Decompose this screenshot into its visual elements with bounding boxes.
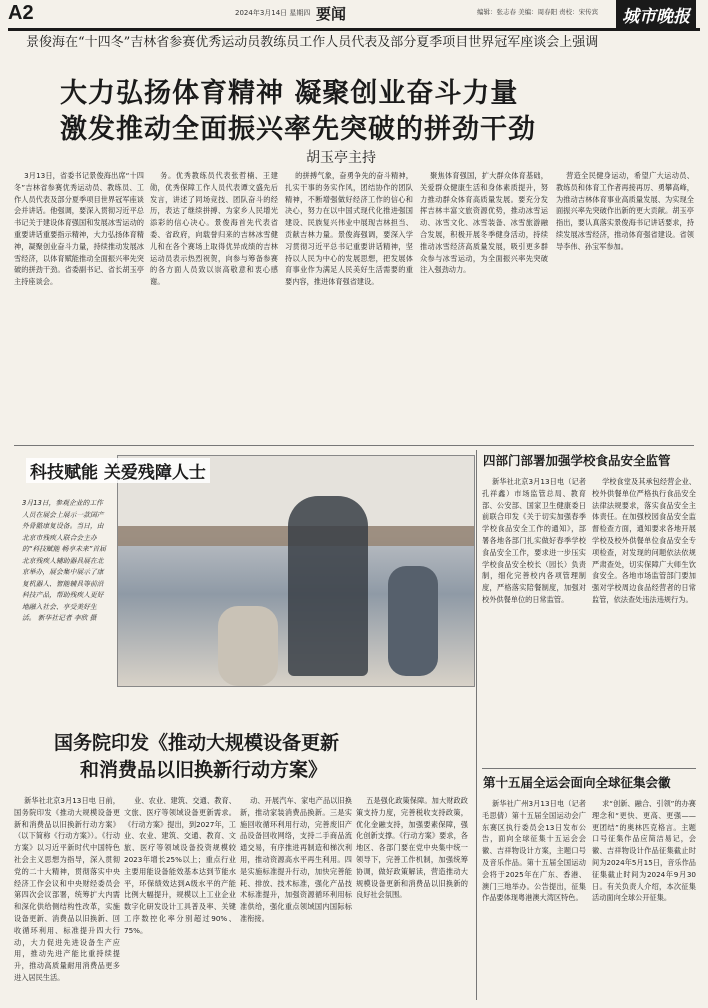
column-divider [476, 450, 477, 1000]
state-council-headline-line-1: 国务院印发《推动大规模设备更新 [54, 732, 340, 754]
lead-column-4: 聚焦体育强国，扩大群众体育基础，关爱群众健康生活和身体素质提升，努力推动群众体育高质量发展。要充分发挥吉林丰富文旅资源优势，推动冰雪运动、冰雪文化、冰雪装备、冰雪旅游融合发展，积极开展冬季健身活动，持续推动冰雪经济高质量发展，吸引更多群众参与冰雪运动，为全面振兴率先突破注入强劲动力。 [420, 171, 548, 275]
food-safety-column-1: 新华社北京3月13日电（记者孔祥鑫）市场监管总局、教育部、公安部、国家卫生健康委日前联合印发《关于切实加强春季学校食品安全工作的通知》，部署各地各部门扎实做好春季学校食品安全工作，要求进一步压实学校食品安全校长（园长）负责制，细化完善校内各项管理制度，严格落实陪餐制度，加强对校外供餐单位的日常监管。 [482, 477, 586, 604]
lead-column-5: 营造全民健身运动，希望广大运动员、教练员和体育工作者再接再厉、勇攀高峰，为推动吉林体育事业高质量发展、为实现全面振兴率先突破作出新的更大贡献。胡玉亭指出，要认真落实景俊海书记讲话要求，持续发展冰雪经济，推动体育强省建设。省领导李伟、孙宝军参加。 [556, 171, 694, 251]
national-games-column-2: 求“创新、融合、引领”的办赛理念和“更快、更高、更强——更团结”的奥林匹克格言。主题口号征集作品应简洁易记，会徽、吉祥物设计作品征集截止时间为2024年5月15日，音乐作品征集截止时间为2024年9月30日。有关负责人介绍，本次征集活动面向全球公开征集。 [592, 799, 696, 903]
lead-byline: 胡玉亭主持 [306, 150, 376, 166]
editor-credits: 编辑：张志春 美编：周春阳 责校：宋传宾 [477, 8, 599, 16]
state-council-headline-line-2: 和消费品以旧换新行动方案》 [80, 759, 328, 781]
masthead-bar [0, 0, 708, 38]
page-number: A2 [8, 2, 34, 24]
newspaper-logo: 城市晚报 [616, 0, 696, 29]
feature-title: 科技赋能 关爱残障人士 [26, 458, 210, 483]
games-divider [482, 768, 696, 769]
lead-subhead: 景俊海在“十四冬”吉林省参赛优秀运动员教练员工作人员代表及部分夏季项目世界冠军座谈会上强调 [26, 35, 599, 50]
food-safety-headline: 四部门部署加强学校食品安全监管 [483, 453, 671, 468]
food-safety-column-2: 学校食堂及其承包经营企业、校外供餐单位严格执行食品安全法律法规要求，落实食品安全主体责任。在加强校园食品安全监督检查方面，通知要求各地开展学校及校外供餐单位食品安全专项检查，对发现的问题依法依规严肃查处，切实保障广大师生饮食安全。各地市场监管部门要加强对学校周边食品经营者的日常监管，依法查处违法违规行为。 [592, 477, 696, 604]
national-games-column-1: 新华社广州3月13日电（记者毛思倩）第十五届全国运动会广东赛区执行委员会13日发布公告，面向全球征集十五运会会徽、吉祥物设计方案，主题口号及音乐作品。第十五届全国运动会将于2025年在广东、香港、澳门三地举办。公告提出，征集作品要体现粤港澳大湾区特色。 [482, 799, 586, 903]
lead-column-1: 3月13日，省委书记景俊海出席“十四冬”吉林省参赛优秀运动员、教练员、工作人员代表及部分夏季项目世界冠军座谈会并讲话。他强调，要深入贯彻习近平总书记关于建设体育强国和发展冰雪运动的重要讲话重要指示精神，大力弘扬体育精神，凝聚创业奋斗力量，持续推动发展冰雪经济，以体育赋能推动全面振兴率先突破的拼劲干劲。省委副书记、省长胡玉亭主持座谈会。 [14, 171, 144, 287]
lead-headline-line-2: 激发推动全面振兴率先突破的拼劲干劲 [60, 114, 536, 145]
header-rule [8, 28, 700, 31]
lead-column-2: 务。优秀教练员代表张哲楠、王建勋，优秀保障工作人员代表谭文盛先后发言，讲述了同场竞技、团队奋斗的经历，表达了继续拼搏、为家乡人民增光添彩的信心决心。景俊海首先代表省委、省政府，向载誉归来的吉林冰雪健儿和在各个赛场上取得优异成绩的吉林运动员表示热烈祝贺，向参与筹备参赛的各方面人员致以崇高敬意和衷心感谢。 [150, 171, 278, 287]
state-council-column-4: 五是强化政策保障。加大财政政策支持力度，完善税收支持政策，优化金融支持，加强要素保障，强化创新支撑。《行动方案》要求，各地区、各部门要在党中央集中统一领导下，完善工作机制，加强统筹协调，做好政策解读，营造推动大规模设备更新和消费品以旧换新的良好社会氛围。 [356, 796, 468, 900]
state-council-column-2: 业、农业、建筑、交通、教育、文旅、医疗等领域设备更新需求。《行动方案》提出，到2027年，工业、农业、建筑、交通、教育、文旅、医疗等领域设备投资规模较2023年增长25%以上；重点行业主要用能设备能效基本达到节能水平，环保绩效达到A级水平的产能比例大幅提升，规模以上工业企业数字化研发设计工具普及率、关键工序数控化率分别超过90%、75%。 [124, 796, 236, 935]
section-name: 要闻 [316, 5, 347, 23]
lead-column-3: 的拼搏气象，奋勇争先的奋斗精神，扎实干事的务实作风，团结协作的团队精神，不断增强做好经济工作的信心和决心，努力在以中国式现代化推进强国建设、民族复兴伟业中展现吉林担当、贡献吉林力量。景俊海强调，要深入学习贯彻习近平总书记重要讲话精神，坚持以人民为中心的发展思想，把发展体育事业作为满足人民美好生活需要的重要内容，推进体育强省建设。 [285, 171, 413, 287]
issue-date: 2024年3月14日 星期四 [235, 9, 311, 17]
lead-headline-line-1: 大力弘扬体育精神 凝聚创业奋斗力量 [60, 78, 519, 109]
feature-caption: 3月13日，参观企业的工作人员在展会上展示一款国产外骨骼康复设备。当日，由北京市残疾人联合会主办的“科技赋能 畅享未来”首届北京残疾人辅助器具展在北京举办，展会集中展示了康复机器人、智能辅具等前沿科技产品，帮助残疾人更好地融入社会、享受美好生活。 新华社记者 李欣 摄 [22, 499, 106, 622]
state-council-column-1: 新华社北京3月13日电 日前，国务院印发《推动大规模设备更新和消费品以旧换新行动方案》（以下简称《行动方案》）。《行动方案》以习近平新时代中国特色社会主义思想为指导，深入贯彻党的二十大精神，贯彻落实中央经济工作会议和中央财经委员会第四次会议部署，统筹扩大内需和深化供给侧结构性改革，实施设备更新、消费品以旧换新、回收循环利用、标准提升四大行动，大力促进先进设备生产应用，推动先进产能比重持续提升，推动高质量耐用消费品更多进入居民生活。 [14, 796, 120, 982]
state-council-column-3: 动、开展汽车、家电产品以旧换新，推动家装消费品换新。三是实施回收循环利用行动，完善废旧产品设备回收网络，支持二手商品流通交易，有序推进再制造和梯次利用，推动资源高水平再生利用。四是实施标准提升行动，加快完善能耗、排放、技术标准，强化产品技术标准提升，加强资源循环利用标准供给，强化重点领域国内国际标准衔接。 [240, 796, 352, 923]
exoskeleton-photo [117, 455, 475, 687]
section-divider [14, 445, 694, 446]
national-games-headline: 第十五届全运会面向全球征集会徽 [483, 775, 671, 790]
